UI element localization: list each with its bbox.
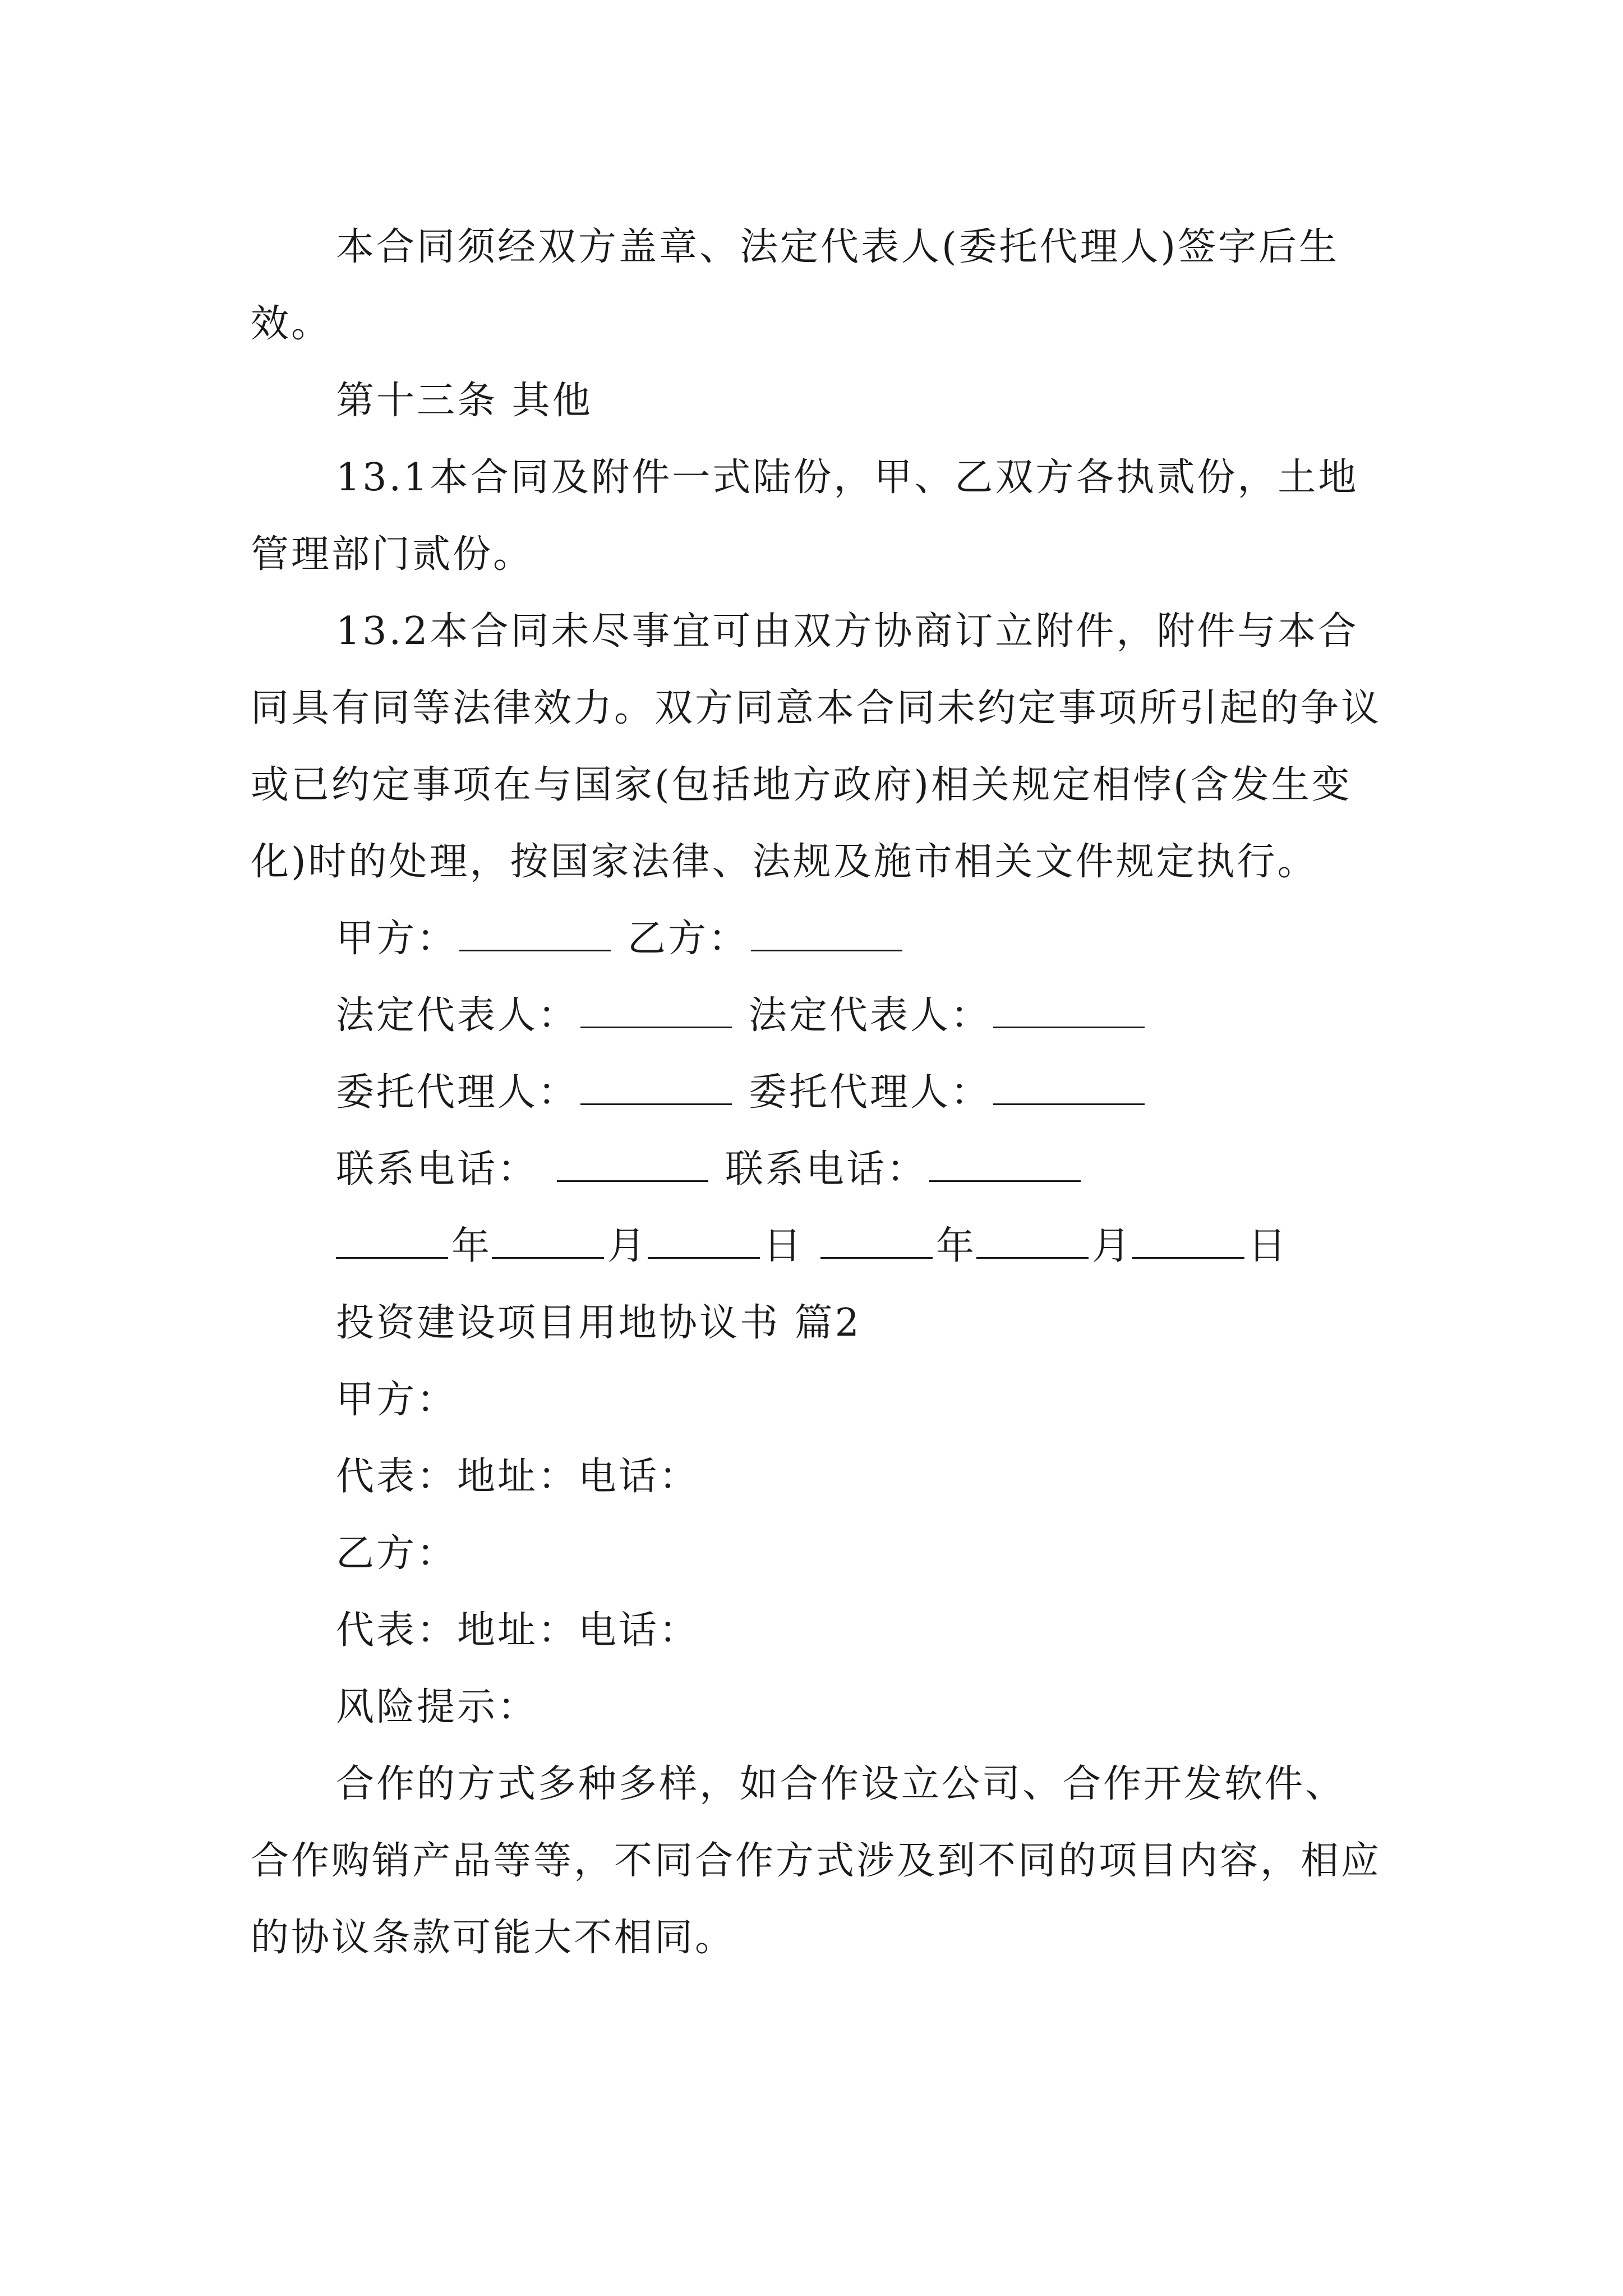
section-2-rep-line-a: 代表：地址：电话：: [336, 1455, 700, 1499]
agent-b-blank: [993, 1073, 1145, 1105]
signature-agent-row: [251, 1054, 1384, 1131]
month-b-label: 月: [1092, 1224, 1133, 1268]
phone-b-label: 联系电话：: [725, 1147, 928, 1191]
signature-date-row: [251, 1208, 1384, 1285]
year-b-label: 年: [936, 1224, 977, 1268]
party-a-label: 甲方：: [336, 917, 458, 961]
year-a-label: 年: [451, 1224, 492, 1268]
phone-b-blank: [929, 1150, 1081, 1182]
document-body: [251, 209, 1384, 1976]
clause-13-1: 13.1本合同及附件一式陆份，甲、乙双方各执贰份，土地管理部门贰份。: [251, 455, 1359, 577]
party-b-label: 乙方：: [628, 917, 749, 961]
agent-a-label: 委托代理人：: [336, 1070, 579, 1115]
agent-a-blank: [580, 1073, 732, 1105]
day-b-blank: [1132, 1227, 1244, 1259]
signature-phone-row: [251, 1131, 1384, 1208]
risk-text: 合作的方式多种多样，如合作设立公司、合作开发软件、合作购销产品等等，不同合作方式涉及到不同的项目内容，相应的协议条款可能大不相同。: [251, 1762, 1382, 1960]
clause-13-2: 13.2本合同未尽事宜可由双方协商订立附件，附件与本合同具有同等法律效力。双方同意本合同未约定事项所引起的争议或已约定事项在与国家(包括地方政府)相关规定相悖(含发生变化)时的处理，按国家法律、法规及施市相关文件规定执行。: [251, 609, 1382, 884]
day-b-label: 日: [1248, 1224, 1289, 1268]
phone-a-label: 联系电话：: [336, 1147, 538, 1191]
effectiveness-clause: 本合同须经双方盖章、法定代表人(委托代理人)签字后生效。: [251, 225, 1340, 346]
risk-label: 风险提示：: [336, 1685, 538, 1729]
year-b-blank: [820, 1227, 933, 1259]
signature-party-row: [251, 900, 1384, 977]
agent-b-label: 委托代理人：: [749, 1070, 992, 1115]
article-13-heading: 第十三条 其他: [336, 379, 593, 423]
party-a-blank: [459, 919, 611, 951]
day-a-blank: [648, 1227, 760, 1259]
year-a-blank: [336, 1227, 448, 1259]
section-2-rep-line-b: 代表：地址：电话：: [336, 1608, 700, 1653]
signature-legal-rep-row: [251, 977, 1384, 1054]
section-2-title: 投资建设项目用地协议书 篇2: [336, 1301, 861, 1345]
phone-a-blank: [557, 1150, 708, 1182]
section-2-party-a: 甲方：: [336, 1378, 458, 1422]
legal-rep-a-label: 法定代表人：: [336, 993, 579, 1038]
legal-rep-b-blank: [993, 996, 1145, 1028]
section-2-party-b: 乙方：: [336, 1531, 458, 1576]
month-a-blank: [492, 1227, 604, 1259]
day-a-label: 日: [763, 1224, 804, 1268]
legal-rep-a-blank: [580, 996, 732, 1028]
month-a-label: 月: [607, 1224, 648, 1268]
month-b-blank: [976, 1227, 1089, 1259]
legal-rep-b-label: 法定代表人：: [749, 993, 992, 1038]
party-b-blank: [751, 919, 902, 951]
